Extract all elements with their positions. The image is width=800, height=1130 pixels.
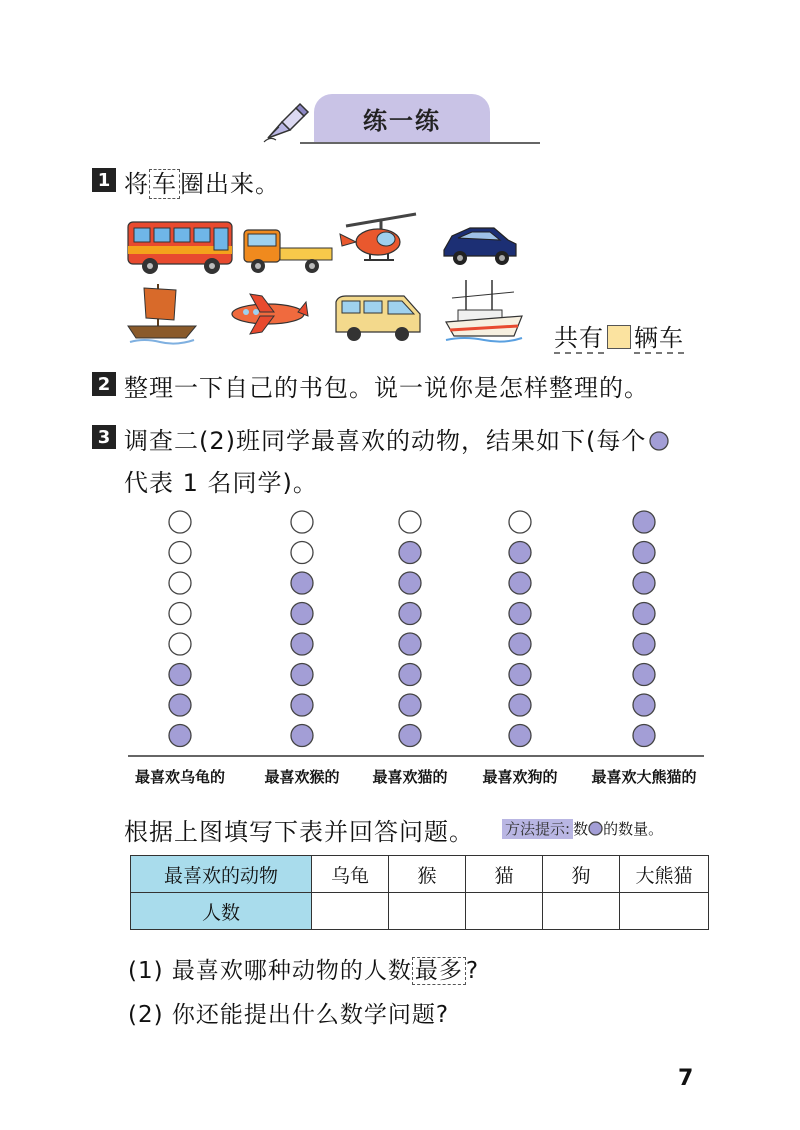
pictograph-chart xyxy=(120,500,710,760)
filled-dot xyxy=(169,694,191,716)
filled-dot xyxy=(509,694,531,716)
section-title: 练一练 xyxy=(314,94,490,142)
empty-dot xyxy=(509,511,531,533)
method-hint: 方法提示: 数 的数量。 xyxy=(502,818,663,839)
filled-dot xyxy=(291,664,313,686)
table-cell-animal: 乌龟 xyxy=(312,856,389,893)
q3-text-line1: 调查二(2)班同学最喜欢的动物，结果如下(每个 xyxy=(124,421,670,456)
category-label: 最喜欢大熊猫的 xyxy=(591,768,697,786)
question-number-2: 2 xyxy=(92,372,116,396)
page-number: 7 xyxy=(678,1066,694,1091)
van-icon xyxy=(332,290,424,346)
filled-dot xyxy=(633,542,655,564)
table-row-count xyxy=(131,893,709,930)
filled-dot xyxy=(399,603,421,625)
empty-dot xyxy=(169,633,191,655)
category-label: 最喜欢乌龟的 xyxy=(134,768,226,786)
table-count-input[interactable] xyxy=(543,893,620,930)
filled-dot xyxy=(633,694,655,716)
table-header-animal: 最喜欢的动物 xyxy=(131,856,312,893)
table-header-count: 人数 xyxy=(131,893,312,930)
q3-text-line2: 代表 1 名同学)。 xyxy=(124,469,318,497)
empty-dot xyxy=(169,572,191,594)
filled-dot xyxy=(169,725,191,747)
table-row-animals xyxy=(131,856,709,893)
table-cell-animal: 猫 xyxy=(466,856,543,893)
highlight-che: 车 xyxy=(149,169,180,199)
filled-dot xyxy=(399,633,421,655)
instruction-text: 根据上图填写下表并回答问题。 xyxy=(124,818,474,846)
table-count-input[interactable] xyxy=(312,893,389,930)
filled-dot xyxy=(399,725,421,747)
empty-dot xyxy=(169,603,191,625)
filled-dot xyxy=(633,725,655,747)
helicopter-icon xyxy=(336,208,426,274)
sub-question-1: (1) 最喜欢哪种动物的人数 最多 ? xyxy=(128,958,480,984)
q1-text: 将 车 圈出来。 xyxy=(124,170,280,198)
sub-question-2: (2) 你还能提出什么数学问题? xyxy=(128,1002,450,1028)
dot-hint-icon xyxy=(588,821,603,836)
empty-dot xyxy=(169,511,191,533)
filled-dot xyxy=(509,633,531,655)
table-cell-animal: 狗 xyxy=(543,856,620,893)
filled-dot xyxy=(509,664,531,686)
empty-dot xyxy=(169,542,191,564)
highlight-most: 最多 xyxy=(412,957,466,985)
filled-dot xyxy=(399,542,421,564)
hint-label: 方法提示: xyxy=(502,819,573,839)
filled-dot xyxy=(399,664,421,686)
car-icon xyxy=(440,218,520,270)
filled-dot xyxy=(291,633,313,655)
empty-dot xyxy=(291,542,313,564)
answer-input-box[interactable] xyxy=(607,325,631,349)
filled-dot xyxy=(399,694,421,716)
pen-nib-icon xyxy=(262,100,312,144)
filled-dot xyxy=(291,603,313,625)
table-cell-animal: 猴 xyxy=(389,856,466,893)
filled-dot xyxy=(291,725,313,747)
airplane-icon xyxy=(226,290,310,338)
filled-dot xyxy=(633,603,655,625)
filled-dot xyxy=(633,572,655,594)
ship-icon xyxy=(444,276,524,346)
filled-dot xyxy=(509,725,531,747)
table-count-input[interactable] xyxy=(620,893,709,930)
empty-dot xyxy=(291,511,313,533)
truck-icon xyxy=(240,222,336,278)
category-label: 最喜欢猴的 xyxy=(264,768,340,786)
filled-dot xyxy=(509,572,531,594)
dot-legend-icon xyxy=(648,430,670,452)
question-number-1: 1 xyxy=(92,168,116,192)
table-count-input[interactable] xyxy=(389,893,466,930)
table-cell-animal: 大熊猫 xyxy=(620,856,709,893)
tally-table xyxy=(130,855,709,930)
table-count-input[interactable] xyxy=(466,893,543,930)
filled-dot xyxy=(509,603,531,625)
category-label: 最喜欢猫的 xyxy=(372,768,448,786)
bus-icon xyxy=(126,216,236,276)
filled-dot xyxy=(169,664,191,686)
filled-dot xyxy=(399,572,421,594)
filled-dot xyxy=(633,511,655,533)
empty-dot xyxy=(399,511,421,533)
category-label: 最喜欢狗的 xyxy=(482,768,558,786)
sailboat-icon xyxy=(124,280,200,346)
filled-dot xyxy=(633,664,655,686)
filled-dot xyxy=(509,542,531,564)
filled-dot xyxy=(633,633,655,655)
filled-dot xyxy=(291,572,313,594)
q2-text: 整理一下自己的书包。说一说你是怎样整理的。 xyxy=(124,374,649,402)
question-number-3: 3 xyxy=(92,425,116,449)
filled-dot xyxy=(291,694,313,716)
title-underline xyxy=(300,142,540,144)
q1-answer: 共有 辆车 xyxy=(554,324,684,352)
